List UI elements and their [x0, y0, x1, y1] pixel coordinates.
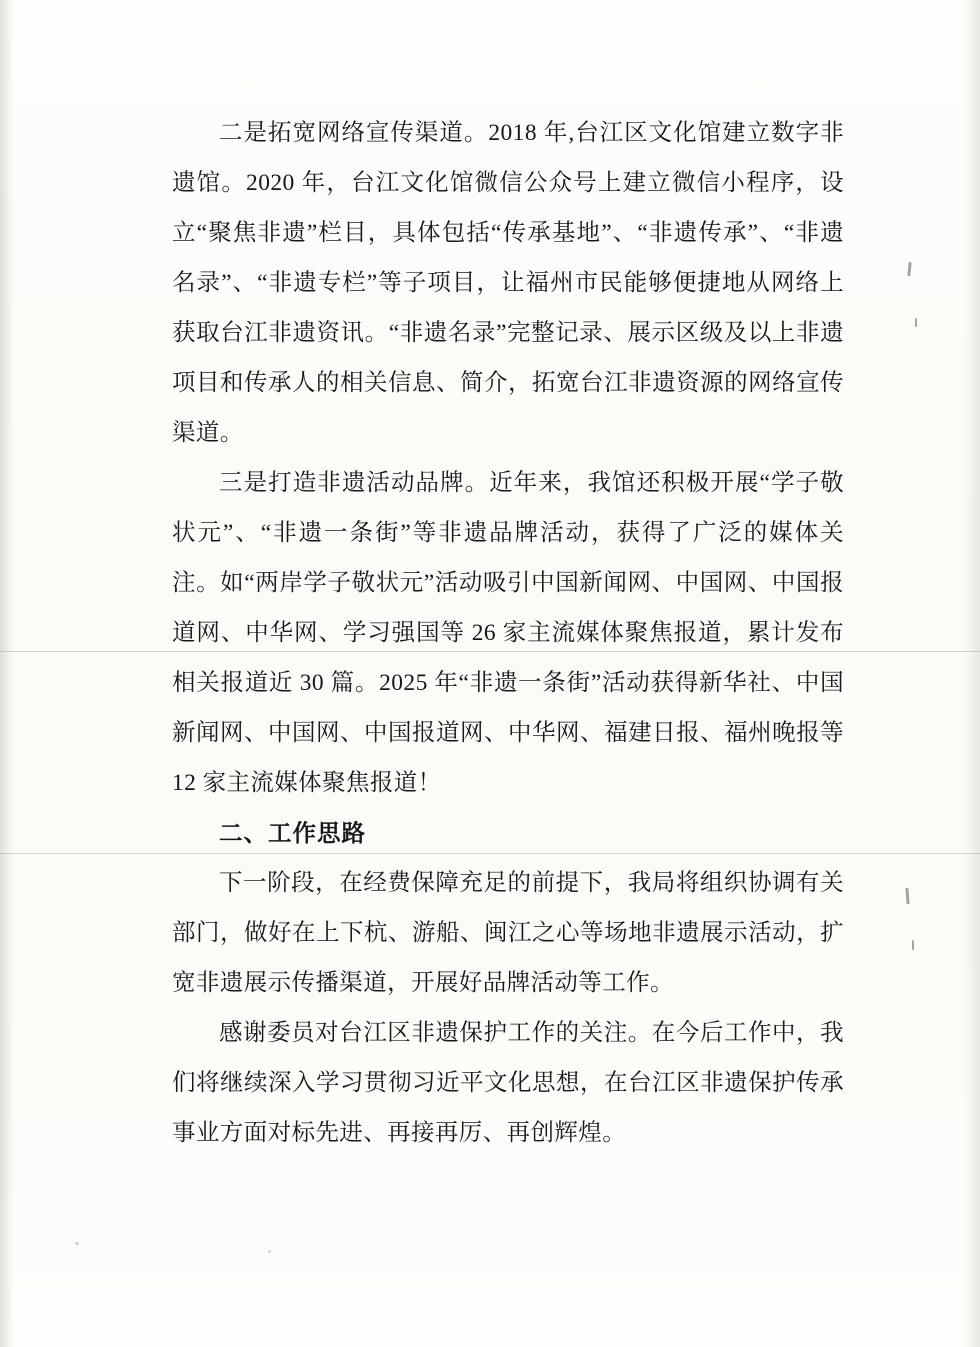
paragraph-next-stage: 下一阶段，在经费保障充足的前提下，我局将组织协调有关部门，做好在上下杭、游船、闽江之心等场地非遗展示活动，扩宽非遗展示传播渠道，开展好品牌活动等工作。: [172, 870, 844, 996]
ink-speck: [75, 1242, 79, 1245]
ink-mark: [907, 262, 911, 276]
ink-mark: [905, 888, 909, 904]
paragraph-network-promotion: 二是拓宽网络宣传渠道。2018 年,台江区文化馆建立数字非遗馆。2020 年，台江文化馆微信公众号上建立微信小程序，设立“聚焦非遗”栏目，具体包括“传承基地”、“非遗传承”、“非遗名录”、“非遗专栏”等子项目，让福州市民能够便捷地从网络上获取台江非遗资讯。“非遗名录”完整记录、展示区级及以上非遗项目和传承人的相关信息、简介，拓宽台江非遗资源的网络宣传渠道。: [172, 120, 844, 446]
document-body: [172, 108, 844, 1158]
paragraph-closing-thanks: 感谢委员对台江区非遗保护工作的关注。在今后工作中，我们将继续深入学习贯彻习近平文化思想，在台江区非遗保护传承事业方面对标先进、再接再厉、再创辉煌。: [172, 1020, 844, 1146]
ink-speck: [268, 1250, 271, 1253]
paragraph-brand-activities: 三是打造非遗活动品牌。近年来，我馆还积极开展“学子敬状元”、“非遗一条街”等非遗品牌活动，获得了广泛的媒体关注。如“两岸学子敬状元”活动吸引中国新闻网、中国网、中国报道网、中华网、学习强国等 26 家主流媒体聚焦报道，累计发布相关报道近 30 篇。2025 年“非遗一条街”活动获得新华社、中国新闻网、中国网、中国报道网、中华网、福建日报、福州晚报等 12 家主流媒体聚焦报道！: [172, 470, 844, 796]
page-right-edge-shadow: [964, 0, 980, 1347]
ink-mark: [912, 940, 914, 950]
section-heading-work-plan: 二、工作思路: [219, 820, 366, 846]
ink-mark: [915, 318, 917, 327]
page-left-edge-shadow: [0, 0, 14, 1347]
